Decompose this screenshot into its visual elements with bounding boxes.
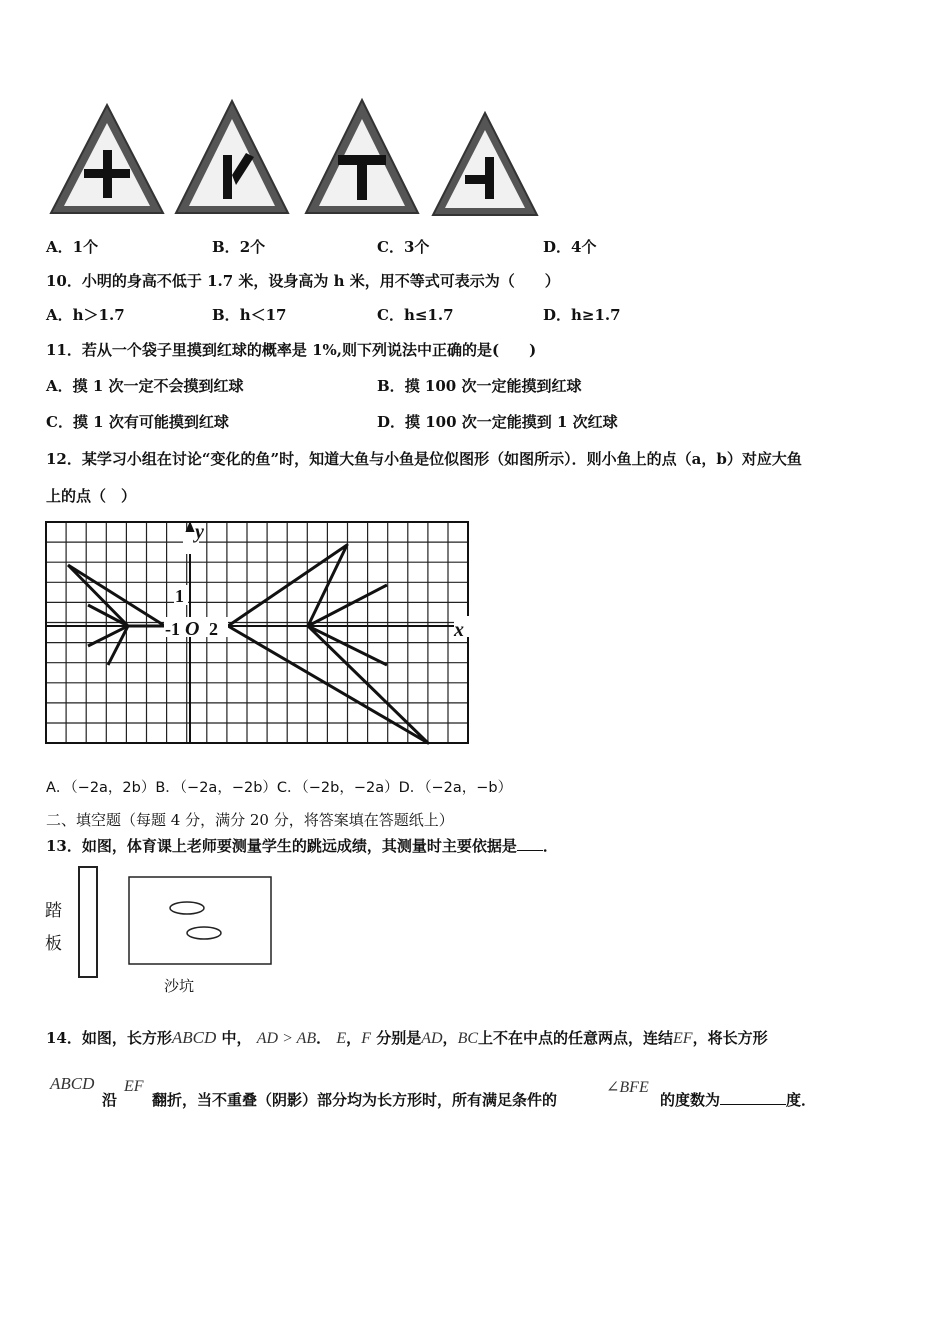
sandpit <box>129 877 271 964</box>
road-sign-crossroad <box>51 105 163 213</box>
fish-grid-figure <box>40 515 480 755</box>
q14-angle-label: ∠BFE <box>606 1079 649 1096</box>
q10-stem: 10．小明的身高不低于 1.7 米，设身高为 h 米，用不等式可表示为（ ） <box>46 272 560 290</box>
takeoff-board <box>78 866 98 978</box>
sandpit-label: 沙坑 <box>164 977 195 995</box>
q14-line2: 沿 <box>102 1091 118 1109</box>
tick-label-minus-one: -1 <box>165 619 180 639</box>
q14-ef-label: EF <box>124 1078 144 1095</box>
q10-option-b: B．h＜17 <box>212 306 287 324</box>
board-label-char1: 踏 <box>45 901 62 921</box>
y-axis-label: y <box>195 521 204 543</box>
q14-line2-end: 的度数为 度． <box>660 1091 817 1109</box>
sandpit-figure <box>126 874 276 969</box>
q14-abcd-label: ABCD <box>50 1074 95 1093</box>
origin-label: O <box>185 618 200 640</box>
q14-answer-blank[interactable] <box>720 1090 786 1105</box>
axes <box>46 523 465 743</box>
q10-option-c: C．h≤1.7 <box>377 306 454 324</box>
road-signs-figure <box>40 95 550 223</box>
q11-option-a: A．摸 1 次一定不会摸到红球 <box>46 377 244 395</box>
q12-stem-line1: 12．某学习小组在讨论“变化的鱼”时，知道大鱼与小鱼是位似图形（如图所示）．则小鱼上的点（a，b）对应大鱼 <box>46 450 802 468</box>
road-sign-side-junction <box>433 113 537 215</box>
q9-option-c: C．3个 <box>377 238 430 256</box>
q14-line2-text: 翻折，当不重叠（阴影）部分均为长方形时，所有满足条件的 <box>152 1091 558 1109</box>
section2-heading: 二、填空题（每题 4 分，满分 20 分，将答案填在答题纸上） <box>46 811 454 829</box>
road-sign-y-junction <box>176 101 288 213</box>
board-label-char2: 板 <box>45 934 62 954</box>
q14-line1: 14．如图，长方形ABCD 中， AD > AB． E，F 分别是AD，BC上不在中点的任意两点，连结EF，将长方形 <box>46 1028 768 1047</box>
q12-options: A．（−2a，2b）B．（−2a，−2b）C．（−2b，−2a）D．（−2a，−b） <box>46 780 513 796</box>
q10-option-a: A．h＞1.7 <box>46 306 125 324</box>
tick-label-two: 2 <box>209 619 218 639</box>
small-fish <box>68 565 165 665</box>
q12-stem-line2: 上的点（ ） <box>46 487 137 505</box>
q11-option-c: C．摸 1 次有可能摸到红球 <box>46 413 229 431</box>
q11-option-b: B．摸 100 次一定能摸到红球 <box>377 377 582 395</box>
x-axis-label: x <box>454 619 464 641</box>
q10-option-d: D．h≥1.7 <box>543 306 621 324</box>
q9-option-d: D．4个 <box>543 238 597 256</box>
q13-answer-blank[interactable] <box>517 836 543 851</box>
q11-option-d: D．摸 100 次一定能摸到 1 次红球 <box>377 413 618 431</box>
road-sign-t-junction <box>306 100 418 213</box>
q9-option-a: A．1个 <box>46 238 99 256</box>
q9-option-b: B．2个 <box>212 238 266 256</box>
tick-label-one: 1 <box>175 586 184 606</box>
grid-border <box>46 522 468 743</box>
q11-stem: 11．若从一个袋子里摸到红球的概率是 1%,则下列说法中正确的是( ) <box>46 341 537 359</box>
grid <box>46 522 468 743</box>
q13-stem: 13．如图，体育课上老师要测量学生的跳远成绩，其测量时主要依据是 ． <box>46 837 558 855</box>
